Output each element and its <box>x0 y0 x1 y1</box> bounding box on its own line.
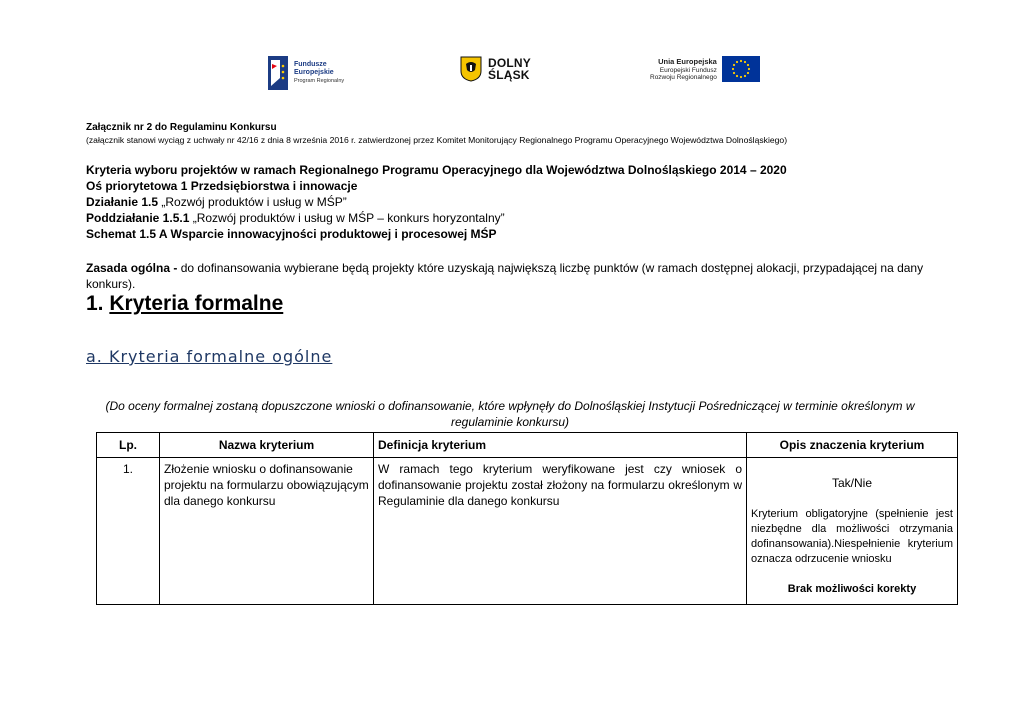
logo-bar <box>0 56 1024 96</box>
cell-name: Złożenie wniosku o dofinansowanie projektu na formularzu obowiązującym dla danego konkursu <box>160 458 374 605</box>
ds-logo-text <box>488 57 531 81</box>
header-line-priority-axis: Oś priorytetowa 1 Przedsiębiorstwa i innowacje <box>86 179 358 193</box>
action-value: „Rozwój produktów i usług w MŚP” <box>161 195 347 209</box>
eagle-shield-icon <box>460 56 482 82</box>
fe-emblem-icon <box>268 56 288 90</box>
section-number: 1. <box>86 292 110 315</box>
col-header-definition: Definicja kryterium <box>374 433 747 458</box>
ue-logo-text <box>650 57 717 81</box>
col-header-lp: Lp. <box>97 433 160 458</box>
subaction-label: Poddziałanie 1.5.1 <box>86 211 193 225</box>
fe-line3: Program Regionalny <box>294 78 345 84</box>
principle-label: Zasada ogólna - <box>86 261 181 275</box>
section-title: Kryteria formalne <box>109 292 284 315</box>
header-line-action <box>86 194 787 210</box>
criteria-header <box>86 162 787 242</box>
unia-europejska-logo <box>650 56 760 82</box>
ue-line2: Europejski Fundusz <box>659 67 717 74</box>
section-heading <box>86 292 283 316</box>
eu-flag-icon <box>722 56 760 82</box>
fe-line1: Fundusze <box>294 61 327 68</box>
dolny-slask-logo <box>460 56 531 82</box>
ue-title: Unia Europejska <box>658 57 717 66</box>
attachment-subtitle: (załącznik stanowi wyciąg z uchwały nr 42/16 z dnia 8 września 2016 r. zatwierdzonej przez Komitet Monitorujący Regionalnego Programu Operacyjnego Województwa Dolnośląskiego) <box>86 135 788 145</box>
cell-definition: W ramach tego kryterium weryfikowane jest czy wniosek o dofinansowanie projektu został złożony na formularzu określonym w Regulaminie dla danego konkursu <box>374 458 747 605</box>
fe-line2: Europejskie <box>294 69 334 76</box>
table-header-row <box>97 433 958 458</box>
ds-line1: DOLNY <box>488 56 531 70</box>
header-line-program: Kryteria wyboru projektów w ramach Regionalnego Programu Operacyjnego dla Województwa Dolnośląskiego 2014 – 2020 <box>86 163 787 177</box>
correction-note: Brak możliwości korekty <box>787 583 917 595</box>
col-header-description: Opis znaczenia kryterium <box>747 433 958 458</box>
ds-line2: ŚLĄSK <box>488 68 530 82</box>
fe-logo-text <box>294 61 344 85</box>
principle-text: do dofinansowania wybierane będą projekty które uzyskają największą liczbę punktów (w ramach dostępnej alokacji, przypadającej na dany konkurs). <box>86 261 924 291</box>
header-line-scheme: Schemat 1.5 A Wsparcie innowacyjności produktowej i procesowej MŚP <box>86 227 497 241</box>
subaction-value: „Rozwój produktów i usług w MŚP – konkurs horyzontalny” <box>192 211 505 225</box>
criteria-table <box>96 432 958 605</box>
table-row <box>97 458 958 605</box>
fundusze-europejskie-logo <box>268 56 344 90</box>
action-label: Działanie 1.5 <box>86 195 162 209</box>
ue-line3: Rozwoju Regionalnego <box>650 74 717 81</box>
cell-lp: 1. <box>97 458 160 605</box>
header-line-subaction <box>86 210 787 226</box>
evaluation-note: (Do oceny formalnej zostaną dopuszczone wnioski o dofinansowanie, które wpłynęły do Dolnośląskiej Instytucji Pośredniczącej w terminie określonym w regulaminie konkursu) <box>105 399 915 429</box>
cell-description <box>747 458 958 605</box>
description-text: Kryterium obligatoryjne (spełnienie jest niezbędne dla możliwości otrzymania dofinansowania).Niespełnienie kryterium oznacza odrzucenie wniosku <box>751 508 953 565</box>
col-header-name: Nazwa kryterium <box>160 433 374 458</box>
subsection-heading: a. Kryteria formalne ogólne <box>86 347 333 366</box>
answer-value: Tak/Nie <box>831 476 872 490</box>
general-principle <box>86 260 952 292</box>
attachment-title: Załącznik nr 2 do Regulaminu Konkursu <box>86 122 277 133</box>
